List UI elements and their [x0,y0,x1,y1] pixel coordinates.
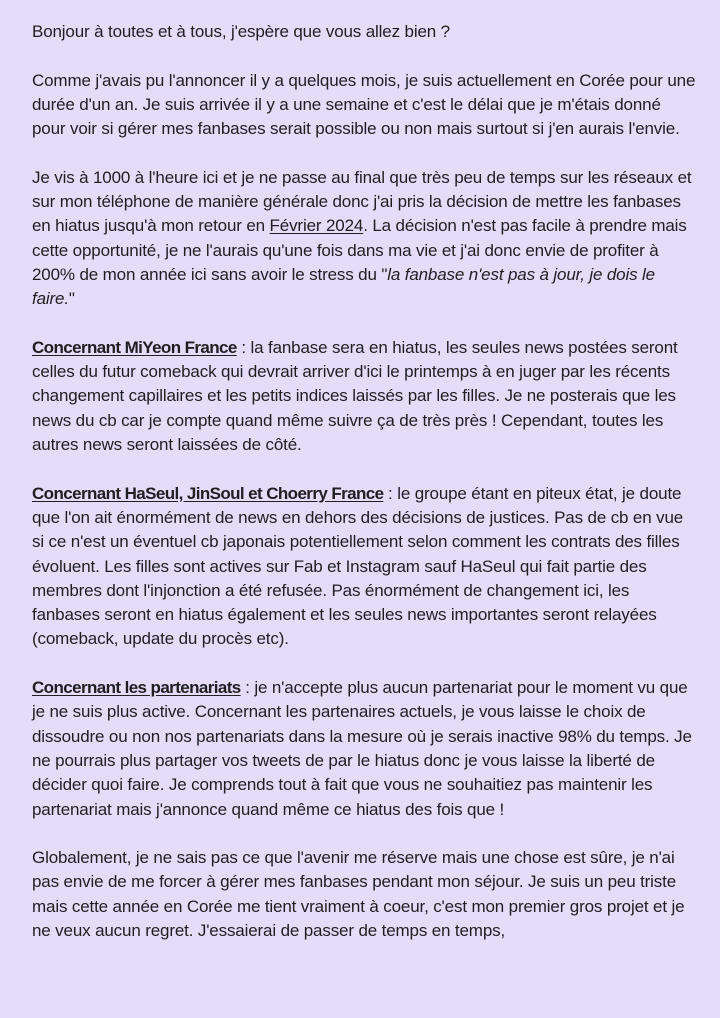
haseul-jinsoul-choerry-text: : le groupe étant en piteux état, je doute que l'on ait énormément de news en dehors des décisions de justices. Pas de cb en vue si ce n'est un éventuel cb japonais potentiellement selon comment les contrats des filles évoluent. Les filles sont actives sur Fab et Instagram sauf HaSeul qui fait partie des membres dont l'injonction a été refusée. Pas énormément de changement ici, les fanbases seront en hiatus également et les seules news importantes seront relayées (comeback, update du procès etc). [32,483,684,649]
haseul-jinsoul-choerry-section [32,482,696,652]
miyeon-heading: Concernant MiYeon France [32,337,237,357]
announcement-document [32,20,696,968]
miyeon-section [32,336,696,457]
hiatus-paragraph [32,166,696,312]
hiatus-quote: la fanbase n'est pas à jour, je dois le faire. [32,264,655,309]
greeting-paragraph: Bonjour à toutes et à tous, j'espère que vous allez bien ? [32,22,450,41]
closing-paragraph: Globalement, je ne sais pas ce que l'avenir me réserve mais une chose est sûre, je n'ai pas envie de me forcer à gérer mes fanbases pendant mon séjour. Je suis un peu triste mais cette année en Corée me tient vraiment à coeur, c'est mon premier gros projet et je ne veux aucun regret. J'essaierai de passer de temps en temps, [32,848,685,940]
partnerships-text: : je n'accepte plus aucun partenariat pour le moment vu que je ne suis plus active. Concernant les partenaires actuels, je vous laisse le choix de dissoudre ou non nos partenariats dans la mesure où je serais inactive 98% du temps. Je ne pourrais plus partager vos tweets de par le hiatus donc je vous laisse la liberté de décider quoi faire. Je comprends tout à fait que vous ne souhaitiez pas maintenir les partenariat mais j'annonce quand même ce hiatus des fois que ! [32,678,692,819]
intro-paragraph: Comme j'avais pu l'annoncer il y a quelques mois, je suis actuellement en Corée pour une durée d'un an. Je suis arrivée il y a une semaine et c'est le délai que je m'étais donné pour voir si gérer mes fanbases serait possible ou non mais surtout si j'en aurais l'envie. [32,70,696,139]
partnerships-heading: Concernant les partenariats [32,678,241,698]
miyeon-text: : la fanbase sera en hiatus, les seules news postées seront celles du futur comeback qui devrait arriver d'ici le printemps à en juger par les récents changement capillaires et les petits indices laissés par les filles. Je ne posterais que les news du cb car je compte quand même suivre ça de très près ! Cependant, toutes les autres news seront laissées de côté. [32,337,678,455]
return-date-link[interactable]: Février 2024 [269,216,364,236]
haseul-jinsoul-choerry-heading: Concernant HaSeul, JinSoul et Choerry France [32,483,384,503]
hiatus-text-start: Je vis à 1000 à l'heure ici et je ne passe au final que très peu de temps sur les réseaux et sur mon téléphone de manière générale donc j'ai pris la décision de mettre les fanbases en hiatus jusqu'à mon retour en [32,167,692,236]
hiatus-text-middle: . La décision n'est pas facile à prendre mais cette opportunité, je ne l'aurais qu'une fois dans ma vie et j'ai donc envie de profiter à 200% de mon année ici sans avoir le stress du " [32,216,687,284]
hiatus-quote-end: " [68,289,75,309]
partnerships-section [32,676,696,822]
